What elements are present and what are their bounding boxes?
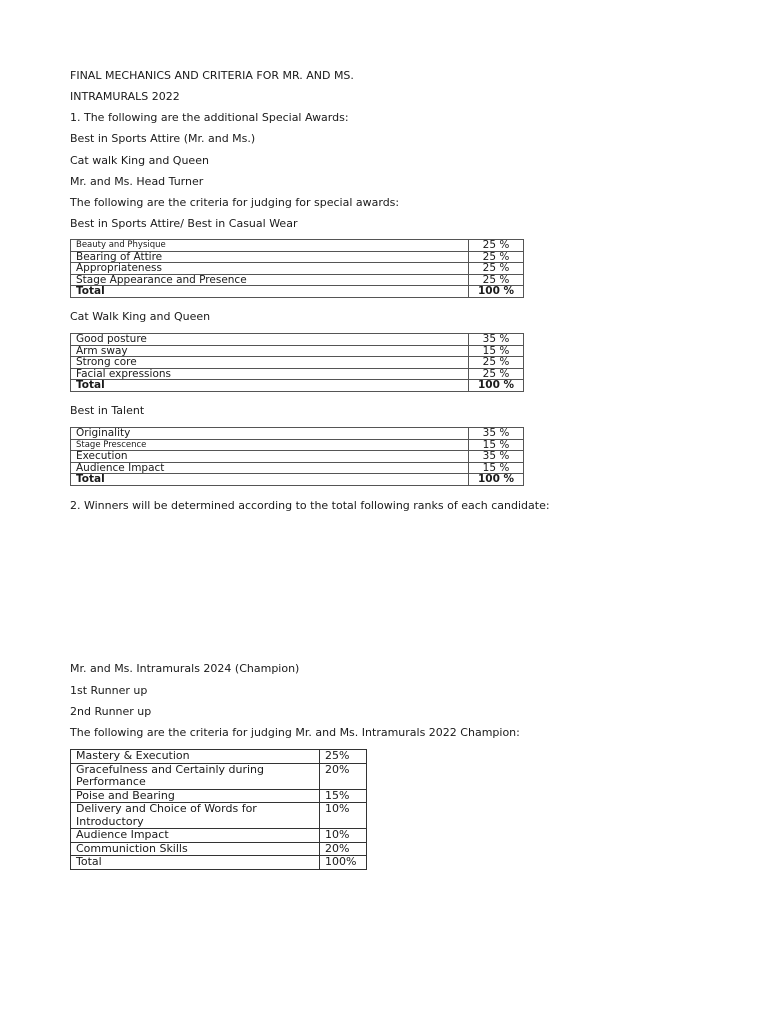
table-row [71,263,524,275]
criterion-value: 25 % [469,274,524,286]
table-row [71,334,524,346]
criterion-value: 10% [320,803,367,829]
table-row [71,763,367,789]
criterion-value: 20% [320,842,367,856]
criterion-label: Facial expressions [71,368,469,380]
cat-walk-heading: Cat Walk King and Queen [70,310,211,323]
criterion-label: Stage Appearance and Presence [71,274,469,286]
criterion-label: Beauty and Physique [71,240,469,252]
criterion-label: Total [71,856,320,870]
criterion-label: Communiction Skills [71,842,320,856]
cat-walk-table [70,333,524,392]
table-row [71,368,524,380]
table-row [71,251,524,263]
special-award-item: Best in Sports Attire (Mr. and Ms.) [70,132,256,145]
criterion-value: 15% [320,789,367,803]
criterion-value: 25 % [469,368,524,380]
rank-item: 2nd Runner up [70,705,152,718]
table-row [71,803,367,829]
sports-attire-heading: Best in Sports Attire/ Best in Casual Wear [70,217,298,230]
criterion-label: Execution [71,451,469,463]
criterion-label: Stage Prescence [71,439,469,451]
criterion-value: 100% [320,856,367,870]
table-total-row [71,286,524,298]
table-row [71,345,524,357]
criterion-value: 25% [320,750,367,764]
rank-item: 1st Runner up [70,684,148,697]
criterion-label: Poise and Bearing [71,789,320,803]
table-row [71,439,524,451]
champion-criteria-intro: The following are the criteria for judging Mr. and Ms. Intramurals 2022 Champion: [70,726,520,739]
table-row [71,357,524,369]
criterion-label: Audience Impact [71,829,320,843]
rank-item: Mr. and Ms. Intramurals 2024 (Champion) [70,662,300,675]
champion-criteria-table [70,749,367,870]
criterion-value: 15 % [469,462,524,474]
criterion-value: 15 % [469,439,524,451]
criterion-value: 35 % [469,334,524,346]
criterion-label: Strong core [71,357,469,369]
table-row [71,451,524,463]
criterion-value: 35 % [469,428,524,440]
table-row [71,750,367,764]
criterion-label: Total [71,474,469,486]
criterion-value: 100 % [469,474,524,486]
criterion-label: Delivery and Choice of Words for Introductory [71,803,320,829]
criterion-label: Bearing of Attire [71,251,469,263]
table-total-row [71,856,367,870]
table-row [71,428,524,440]
criterion-label: Mastery & Execution [71,750,320,764]
winners-determination-text: 2. Winners will be determined according to the total following ranks of each candidate: [70,499,550,512]
criteria-intro: The following are the criteria for judging for special awards: [70,196,400,209]
talent-heading: Best in Talent [70,404,145,417]
document-title-line-2: INTRAMURALS 2022 [70,90,180,103]
table-row [71,789,367,803]
table-row [71,842,367,856]
criterion-value: 25 % [469,251,524,263]
table-row [71,829,367,843]
criterion-label: Originality [71,428,469,440]
criterion-value: 15 % [469,345,524,357]
special-award-item: Mr. and Ms. Head Turner [70,175,204,188]
criterion-label: Appropriateness [71,263,469,275]
table-row [71,274,524,286]
criterion-label: Total [71,380,469,392]
document-title-line-1: FINAL MECHANICS AND CRITERIA FOR MR. AND MS. [70,69,354,82]
table-total-row [71,380,524,392]
criterion-label: Total [71,286,469,298]
criterion-value: 25 % [469,240,524,252]
criterion-label: Good posture [71,334,469,346]
table-row [71,240,524,252]
table-total-row [71,474,524,486]
criterion-value: 25 % [469,357,524,369]
criterion-value: 20% [320,763,367,789]
table-row [71,462,524,474]
sports-attire-table [70,239,524,298]
criterion-value: 35 % [469,451,524,463]
criterion-value: 25 % [469,263,524,275]
criterion-value: 100 % [469,286,524,298]
criterion-label: Arm sway [71,345,469,357]
special-awards-intro: 1. The following are the additional Special Awards: [70,111,349,124]
criterion-value: 10% [320,829,367,843]
special-award-item: Cat walk King and Queen [70,154,209,167]
criterion-value: 100 % [469,380,524,392]
criterion-label: Audience Impact [71,462,469,474]
talent-table [70,427,524,486]
criterion-label: Gracefulness and Certainly during Performance [71,763,320,789]
